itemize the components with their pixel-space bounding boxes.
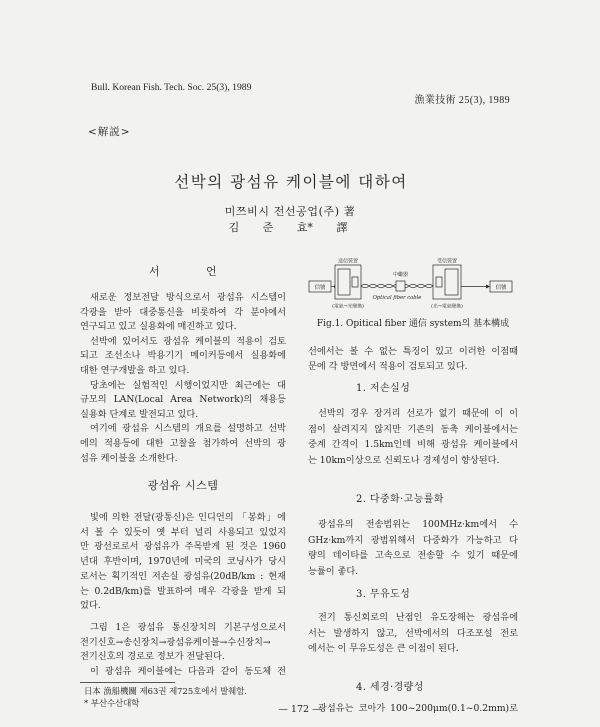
article-translator: 김 준 효* 譯 <box>228 221 348 234</box>
output-signal-label: 信號 <box>495 284 507 291</box>
subsection-heading-2: 2. 다중화·고능률화 <box>356 494 444 505</box>
page-number: — 172 — <box>278 704 322 715</box>
text-line: 점이 살려지지 않지만 기존의 동축 케이블에서는 <box>308 423 518 435</box>
subsection-heading-4: 4. 세경·경량성 <box>356 682 424 693</box>
text-line: GHz·km까지 광범위해서 다중화가 가능하고 다 <box>308 534 518 546</box>
repeater-box <box>396 281 405 291</box>
section-heading-intro: 서 언 <box>148 265 218 278</box>
text-line: 연구되고 있고 실용화에 매진하고 있다. <box>80 321 237 333</box>
intro-body <box>80 291 286 466</box>
figure-caption: Fig.1. Opitical fiber 通信 system의 基本構成 <box>316 319 510 329</box>
text-line: 서는 발생하지 않고, 선박에서의 다조포설 전로 <box>308 627 518 639</box>
text-line: 여기에 광섬유 시스템의 개요를 설명하고 선박 <box>90 423 286 435</box>
text-line: 전기 통신회로의 난점인 유도장해는 광섬유에 <box>318 612 518 623</box>
text-line: 문에 각 방면에서 적용이 검토되고 있다. <box>308 361 468 372</box>
transmitter-box <box>335 265 361 299</box>
text-line: 전기신호→송신장치→광섬유케이블→수신장치→ <box>80 636 271 648</box>
continued-body <box>308 344 518 374</box>
footnotes <box>84 685 247 710</box>
text-line: 당초에는 실험적인 시행이었지만 최근에는 대 <box>90 379 286 391</box>
article-category: <解説> <box>88 126 131 138</box>
paragraph <box>308 610 518 657</box>
text-line: 에의 적용등에 대한 고찰을 첨가하여 선박의 광 <box>80 437 286 449</box>
paragraph <box>80 379 286 423</box>
text-line: 에서는 이 무유도성은 큰 이점이 된다. <box>308 643 459 654</box>
paragraph <box>80 422 286 466</box>
text-line: 섬유 케이블을 소개한다. <box>80 452 178 464</box>
output-arrowhead <box>486 285 490 289</box>
section-heading-system: 광섬유 시스템 <box>147 479 219 492</box>
text-line: 는 0.2dB/km)를 발표하여 매우 각광을 받게 되 <box>80 585 286 597</box>
text-line: 능률이 좋다. <box>308 566 359 578</box>
article-title: 선박의 광섬유 케이블에 대하여 <box>174 173 408 191</box>
text-line: 대한 연구개발을 하고 있다. <box>80 364 190 376</box>
subsection-heading-1: 1. 저손실성 <box>356 383 411 394</box>
figure-1 <box>304 257 518 313</box>
fiber-system-diagram <box>304 257 518 313</box>
paragraph <box>308 344 518 374</box>
text-line: 빛에 의한 전달(광통신)은 인디언의 「봉화」에 <box>90 512 286 523</box>
text-line: 로서는 획기적인 저손실 광섬유(20dB/km : 현재 <box>80 570 286 582</box>
text-line: 선박에 있어서도 광섬유 케이블의 적용이 검토 <box>90 335 286 347</box>
text-line: 규모의 LAN(Local Area Network)의 채용등 <box>80 394 286 406</box>
receiver-circuit <box>445 269 458 295</box>
footnote-affiliation: * 부산수산대학 <box>84 698 140 709</box>
text-line: 만 광선로로서 광섬유가 주목받게 된 것은 1960 <box>80 541 286 553</box>
text-line: 전기신호의 경로로 정보가 전달된다. <box>80 651 225 663</box>
paragraph <box>308 517 518 580</box>
receiver-box <box>433 265 461 299</box>
transmitter-label: 送信裝置 <box>337 258 359 265</box>
text-line: 각광을 받아 대중통신을 비롯하여 각 분야에서 <box>80 306 286 318</box>
journal-citation-ja: 漁業技術 25(3), 1989 <box>414 95 510 106</box>
footnote-source: 日本 漁船機關 제63권 제725호에서 발췌함. <box>84 686 248 696</box>
text-line: 중계 간격이 1.5km인데 비해 광섬유 케이블에서 <box>308 439 518 451</box>
journal-citation: Bull. Korean Fish. Tech. Soc. 25(3), 1989 <box>91 82 252 93</box>
cable-label: Optical fiber cable <box>372 295 422 301</box>
footnote-rule <box>80 682 175 683</box>
text-line: 그림 1은 광섬유 통신장치의 기본구성으로서 <box>90 621 286 633</box>
light-detector <box>436 277 442 287</box>
system-body <box>80 511 286 680</box>
text-line: 었다. <box>80 600 101 612</box>
subsection-body-1 <box>308 406 518 468</box>
transmitter-circuit <box>338 269 350 295</box>
text-line: 량의 데이타를 고속으로 전송할 수 있기 때문에 <box>308 550 518 562</box>
text-line: 년대 후반이며, 1970년에 미국의 코닝사가 당시 <box>80 556 286 568</box>
text-line: 서 볼 수 있듯이 옛 부터 널리 사용되고 있었지 <box>80 526 286 538</box>
text-line: 광섬유의 전송범위는 100MHz·km에서 수 <box>318 519 518 530</box>
paragraph <box>308 406 518 468</box>
input-signal-label: 信號 <box>314 284 326 291</box>
receiver-note: (光→電氣變換) <box>431 304 463 310</box>
repeater-label: 中繼器 <box>392 272 409 278</box>
text-line: 는 10km이상으로 신뢰도나 경제성이 향상된다. <box>308 454 500 466</box>
text-line: 광섬유는 코아가 100~200μm(0.1~0.2mm)로 <box>318 703 518 714</box>
text-line: 실용화 단계로 발전되고 있다. <box>80 408 199 420</box>
subsection-body-3 <box>308 610 518 657</box>
text-line: 선박의 경우 장거리 선로가 없기 때문에 이 이 <box>318 408 518 419</box>
paragraph <box>80 511 286 614</box>
paragraph <box>80 665 286 680</box>
subsection-heading-3: 3. 무유도성 <box>356 589 411 600</box>
paragraph <box>80 335 286 379</box>
text-line: 되고 조선소나 박용기기 메이커등에서 실용화에 <box>80 350 286 362</box>
text-line: 이 광섬유 케이블에는 다음과 같이 동도체 전 <box>90 666 286 678</box>
transmitter-note: (電氣→光變換) <box>332 304 364 310</box>
subsection-body-2 <box>308 517 518 580</box>
light-emitter <box>352 277 358 287</box>
paragraph <box>80 621 286 665</box>
article-author: 미쯔비시 전선공업(주) 著 <box>224 205 356 218</box>
paragraph <box>80 291 286 335</box>
text-line: 새로운 정보전달 방식으로서 광섬유 시스템이 <box>90 292 286 303</box>
text-line: 선에서는 볼 수 없는 특징이 있고 이러한 이점때 <box>308 346 518 357</box>
receiver-label: 受信裝置 <box>436 258 458 265</box>
